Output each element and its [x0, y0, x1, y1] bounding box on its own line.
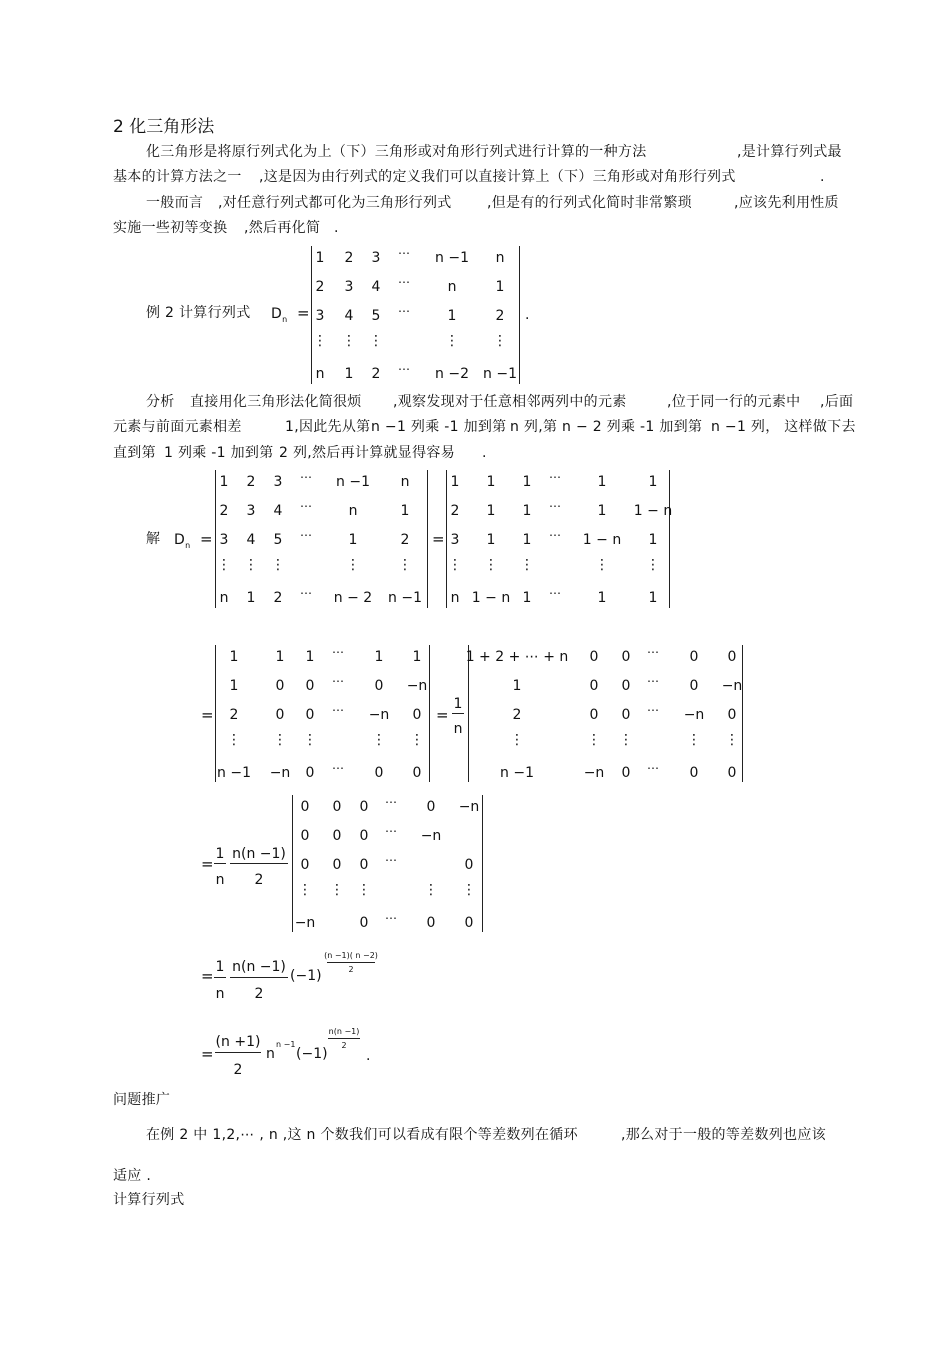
matrix-cell: ⋯ [647, 761, 659, 775]
matrix-cell: n − 2 [333, 590, 373, 606]
matrix-cell: 5 [371, 308, 381, 324]
matrix-cell: 3 [344, 279, 354, 295]
matrix-cell: n [450, 590, 460, 606]
matrix-cell: 2 [400, 532, 410, 548]
matrix-cell: ⋯ [647, 645, 659, 659]
matrix-cell: 2 [450, 503, 460, 519]
matrix-cell: −n [368, 707, 390, 723]
matrix-cell: 4 [246, 532, 256, 548]
matrix-cell: 2 [273, 590, 283, 606]
final-fraction-bar [215, 1052, 261, 1053]
matrix-cell: n [219, 590, 229, 606]
matrix-cell: 1 − n [471, 590, 511, 606]
matrix-cell: ⋮ [424, 882, 438, 898]
matrix-cell: 0 [305, 678, 315, 694]
matrix-cell: −n [683, 707, 705, 723]
step4-frac-a-bar [214, 977, 226, 978]
extension-title: 问题推广 [113, 1092, 171, 1108]
matrix-cell: ⋯ [332, 761, 344, 775]
matrix-cell: 1 [486, 503, 496, 519]
matrix-cell: 1 [229, 678, 239, 694]
step4-frac-b [229, 959, 289, 975]
matrix-cell: ⋯ [647, 703, 659, 717]
matrix-cell: 1 [374, 649, 384, 665]
matrix-cell: 1 [348, 532, 358, 548]
matrix-cell: 3 [273, 474, 283, 490]
final-end-dot: . [366, 1048, 371, 1064]
example-dn-main: D [271, 306, 283, 322]
matrix-cell: 1 [648, 474, 658, 490]
solution-label: 解 [146, 531, 161, 547]
matrix-cell: 1 [486, 474, 496, 490]
matrix-cell: ⋮ [217, 557, 231, 573]
matrix-cell: 0 [359, 799, 369, 815]
matrix-cell: ⋮ [372, 732, 386, 748]
matrix-cell: 0 [374, 765, 384, 781]
example-end-dot: . [525, 307, 530, 323]
para2-line1-c: ,但是有的行列式化简时非常繁琐 [487, 195, 692, 211]
example-dn [271, 306, 288, 324]
matrix-cell: 2 [219, 503, 229, 519]
solution-equals-6: = [201, 967, 214, 985]
step4-frac-b-den: 2 [254, 986, 264, 1002]
matrix-cell: 0 [689, 765, 699, 781]
solution-equals-2: = [432, 530, 445, 548]
matrix-cell: ⋯ [549, 586, 561, 600]
matrix-cell: 0 [689, 678, 699, 694]
matrix-cell: ⋮ [303, 732, 317, 748]
matrix-cell: ⋯ [332, 674, 344, 688]
matrix-cell: 0 [589, 678, 599, 694]
matrix-cell: 4 [344, 308, 354, 324]
extension-para-3: 计算行列式 [113, 1192, 185, 1208]
matrix-cell: −n [458, 799, 480, 815]
matrix-cell: n [315, 366, 325, 382]
matrix-cell: 0 [589, 707, 599, 723]
final-n-power: n −1 [276, 1040, 296, 1049]
matrix-cell: ⋯ [398, 304, 410, 318]
matrix-cell: ⋯ [549, 528, 561, 542]
matrix-cell: ⋯ [332, 645, 344, 659]
fraction-2a-num: 1 [215, 846, 225, 862]
matrix-cell: ⋯ [300, 586, 312, 600]
example-dn-sub: n [282, 315, 288, 324]
solution-determinant-2 [446, 470, 673, 608]
matrix-cell: 0 [426, 799, 436, 815]
analysis-line2-e: n −1 列， 这样做下去 [711, 419, 856, 435]
matrix-cell: 0 [426, 915, 436, 931]
matrix-cell: 0 [300, 799, 310, 815]
matrix-cell: ⋮ [369, 333, 383, 349]
matrix-cell: 1 [486, 532, 496, 548]
matrix-cell: 0 [300, 828, 310, 844]
matrix-cell: 1 [522, 590, 532, 606]
matrix-cell: 1 [597, 503, 607, 519]
solution-determinant-4 [465, 645, 743, 782]
matrix-cell: ⋯ [385, 824, 397, 838]
step4-exponent-num: (n −1)( n −2) [324, 951, 378, 960]
matrix-cell: 3 [219, 532, 229, 548]
matrix-cell: ⋮ [493, 333, 507, 349]
matrix-cell: 1 [648, 590, 658, 606]
solution-dn [174, 532, 191, 550]
step4-frac-b-bar [230, 977, 288, 978]
matrix-cell: 0 [332, 799, 342, 815]
solution-equals-4: = [436, 706, 449, 724]
matrix-cell: 1 + 2 + ⋯ + n [465, 649, 569, 665]
final-fraction-num: (n +1) [215, 1034, 261, 1050]
matrix-cell: 0 [621, 678, 631, 694]
analysis-line1-b: 直接用化三角形法化简很烦 [190, 394, 362, 410]
para2-line1-a: 一般而言 [146, 195, 204, 211]
analysis-line1-a: 分析 [146, 394, 175, 410]
matrix-cell: ⋯ [398, 362, 410, 376]
final-exponent-den: 2 [341, 1041, 347, 1050]
matrix-cell: ⋯ [549, 499, 561, 513]
matrix-cell: n [495, 250, 505, 266]
matrix-cell: ⋮ [271, 557, 285, 573]
extension-para-a: 在例 2 中 1,2,⋯ , n ,这 n 个数我们可以看成有限个等差数列在循环 [146, 1127, 578, 1143]
matrix-cell: 1 [648, 532, 658, 548]
matrix-cell: 5 [273, 532, 283, 548]
matrix-cell: n [348, 503, 358, 519]
matrix-cell: n −1 [336, 474, 370, 490]
fraction-2a-den: n [215, 872, 225, 888]
matrix-cell: 1 [246, 590, 256, 606]
matrix-cell: ⋮ [725, 732, 739, 748]
step4-exponent-den: 2 [348, 965, 354, 974]
matrix-cell: −n [406, 678, 428, 694]
matrix-cell: 1 [522, 532, 532, 548]
fraction-2a-bar [214, 863, 226, 864]
matrix-cell: ⋯ [549, 470, 561, 484]
matrix-cell: 0 [374, 678, 384, 694]
fraction-2b-num: n(n −1) [232, 846, 286, 862]
matrix-cell: 1 − n [582, 532, 622, 548]
section-heading: 2 化三角形法 [113, 117, 215, 137]
matrix-cell: 0 [305, 707, 315, 723]
matrix-cell: n −2 [435, 366, 469, 382]
solution-determinant-3 [215, 645, 430, 782]
matrix-cell: ⋮ [398, 557, 412, 573]
solution-determinant-1 [215, 470, 428, 608]
matrix-cell: 1 [305, 649, 315, 665]
example-label: 例 2 计算行列式 [146, 305, 251, 321]
matrix-cell: ⋮ [330, 882, 344, 898]
matrix-cell: 0 [332, 857, 342, 873]
fraction-1-den-wrap [451, 721, 465, 737]
matrix-cell: 2 [229, 707, 239, 723]
matrix-cell: 1 [522, 474, 532, 490]
fraction-2b-bar [230, 863, 288, 864]
matrix-cell: 3 [450, 532, 460, 548]
analysis-line1-e: ,后面 [820, 394, 854, 410]
para2-line2-c: . [334, 220, 339, 236]
matrix-cell: 0 [621, 707, 631, 723]
matrix-cell: 1 [597, 474, 607, 490]
matrix-cell: n −1 [483, 366, 517, 382]
analysis-line3-c: 2 列,然后再计算就显得容易 [279, 445, 456, 461]
analysis-line3-b: 1 列乘 -1 加到第 [164, 445, 274, 461]
matrix-cell: 0 [727, 707, 737, 723]
matrix-cell: ⋮ [273, 732, 287, 748]
matrix-cell: ⋯ [385, 911, 397, 925]
matrix-cell: ⋮ [342, 333, 356, 349]
matrix-cell: ⋮ [520, 557, 534, 573]
matrix-cell: ⋮ [227, 732, 241, 748]
matrix-cell: 0 [305, 765, 315, 781]
matrix-cell: ⋮ [244, 557, 258, 573]
matrix-cell: 1 [597, 590, 607, 606]
matrix-cell: 1 − n [633, 503, 673, 519]
matrix-cell: n [447, 279, 457, 295]
matrix-cell: ⋮ [646, 557, 660, 573]
matrix-cell: 2 [344, 250, 354, 266]
matrix-cell: n −1 [388, 590, 422, 606]
matrix-cell: ⋯ [385, 853, 397, 867]
matrix-cell: 0 [621, 765, 631, 781]
solution-equals-1: = [200, 530, 213, 548]
fraction-2b-den: 2 [254, 872, 264, 888]
matrix-cell: 4 [273, 503, 283, 519]
para1-line1-a: 化三角形是将原行列式化为上（下）三角形或对角形行列式进行计算的一种方法 [146, 144, 647, 160]
matrix-cell: ⋮ [410, 732, 424, 748]
matrix-cell: ⋮ [595, 557, 609, 573]
matrix-cell: ⋮ [357, 882, 371, 898]
matrix-cell: 1 [219, 474, 229, 490]
matrix-cell: 0 [727, 765, 737, 781]
matrix-cell: 3 [315, 308, 325, 324]
analysis-line2-b: 1,因此先从第 [285, 419, 371, 435]
matrix-cell: 0 [464, 915, 474, 931]
solution-equals-5: = [201, 855, 214, 873]
matrix-cell: 0 [300, 857, 310, 873]
solution-fraction-2a [213, 846, 227, 862]
matrix-cell: 2 [371, 366, 381, 382]
matrix-cell: ⋯ [398, 275, 410, 289]
solution-determinant-5 [292, 795, 483, 932]
matrix-cell: ⋯ [332, 703, 344, 717]
final-n: n [266, 1046, 275, 1062]
para2-line1-d: ,应该先利用性质 [734, 195, 839, 211]
matrix-cell: 2 [315, 279, 325, 295]
matrix-cell: −n [721, 678, 743, 694]
matrix-cell: 0 [621, 649, 631, 665]
analysis-line3-a: 直到第 [113, 445, 156, 461]
analysis-line3-d: . [482, 445, 487, 461]
para1-line2-b: ,这是因为由行列式的定义我们可以直接计算上（下）三角形或对角形行列式 [259, 169, 736, 185]
matrix-cell: n −1 [217, 765, 251, 781]
matrix-cell: n [400, 474, 410, 490]
matrix-cell: ⋮ [462, 882, 476, 898]
matrix-cell: 1 [512, 678, 522, 694]
matrix-cell: 4 [371, 279, 381, 295]
matrix-cell: 0 [589, 649, 599, 665]
matrix-cell: 2 [512, 707, 522, 723]
matrix-cell: ⋮ [445, 333, 459, 349]
matrix-cell: 0 [412, 707, 422, 723]
matrix-cell: 1 [447, 308, 457, 324]
step4-frac-b-den-wrap [229, 986, 289, 1002]
matrix-cell: ⋯ [300, 470, 312, 484]
matrix-cell: 1 [450, 474, 460, 490]
matrix-cell: 1 [315, 250, 325, 266]
matrix-cell: 0 [412, 765, 422, 781]
analysis-line2-d: n 列,第 n − 2 列乘 -1 加到第 [510, 419, 703, 435]
matrix-cell: 1 [275, 649, 285, 665]
matrix-cell: n −1 [435, 250, 469, 266]
matrix-cell: 0 [359, 828, 369, 844]
fraction-1-den: n [453, 721, 463, 737]
matrix-cell: ⋯ [300, 528, 312, 542]
solution-equals-7: = [201, 1045, 214, 1063]
analysis-line1-c: ,观察发现对于任意相邻两列中的元素 [393, 394, 627, 410]
matrix-cell: −n [420, 828, 442, 844]
fraction-2b-den-wrap [229, 872, 289, 888]
matrix-cell: 0 [727, 649, 737, 665]
matrix-cell: 0 [464, 857, 474, 873]
matrix-cell: 0 [275, 707, 285, 723]
step4-frac-b-num: n(n −1) [232, 959, 286, 975]
matrix-cell: ⋯ [647, 674, 659, 688]
solution-equals-3: = [201, 706, 214, 724]
para1-line1-b: ,是计算行列式最 [737, 144, 842, 160]
final-minus-one: (−1) [296, 1046, 328, 1062]
matrix-cell: 0 [275, 678, 285, 694]
matrix-cell: n −1 [500, 765, 534, 781]
matrix-cell: 1 [495, 279, 505, 295]
matrix-cell: ⋯ [300, 499, 312, 513]
final-exponent-num: n(n −1) [328, 1027, 360, 1036]
matrix-cell: −n [583, 765, 605, 781]
para2-line2-b: ,然后再化简 [244, 220, 321, 236]
matrix-cell: 3 [246, 503, 256, 519]
matrix-cell: 1 [344, 366, 354, 382]
matrix-cell: 1 [229, 649, 239, 665]
matrix-cell: 0 [332, 828, 342, 844]
matrix-cell: 3 [371, 250, 381, 266]
fraction-1-num: 1 [453, 696, 463, 712]
extension-para-b: ,那么对于一般的等差数列也应该 [621, 1127, 826, 1143]
solution-dn-sub: n [185, 541, 191, 550]
matrix-cell: 1 [400, 503, 410, 519]
matrix-cell: ⋮ [587, 732, 601, 748]
example-equals: = [297, 304, 310, 322]
example-determinant [311, 246, 520, 384]
para1-line2-c: . [820, 169, 825, 185]
step4-frac-a-den-wrap [213, 986, 227, 1002]
matrix-cell: ⋮ [484, 557, 498, 573]
para1-line2-a: 基本的计算方法之一 [113, 169, 242, 185]
matrix-cell: 1 [522, 503, 532, 519]
final-fraction [214, 1034, 262, 1050]
para2-line2-a: 实施一些初等变换 [113, 220, 228, 236]
final-exponent-bar [328, 1038, 360, 1039]
solution-fraction-2b [229, 846, 289, 862]
matrix-cell: 2 [246, 474, 256, 490]
matrix-cell: 2 [495, 308, 505, 324]
matrix-cell: ⋮ [687, 732, 701, 748]
step4-exponent-bar [327, 962, 375, 963]
matrix-cell: 0 [359, 857, 369, 873]
matrix-cell: −n [269, 765, 291, 781]
step4-frac-a-num: 1 [215, 959, 225, 975]
matrix-cell: ⋮ [298, 882, 312, 898]
matrix-cell: ⋮ [448, 557, 462, 573]
analysis-line2-c: n −1 列乘 -1 加到第 [371, 419, 507, 435]
fraction-2a-den-wrap [213, 872, 227, 888]
matrix-cell: 0 [359, 915, 369, 931]
solution-fraction-1 [451, 696, 465, 712]
matrix-cell: ⋮ [313, 333, 327, 349]
matrix-cell: ⋮ [346, 557, 360, 573]
step4-minus-one: (−1) [290, 968, 322, 984]
analysis-line1-d: ,位于同一行的元素中 [667, 394, 801, 410]
matrix-cell: 0 [689, 649, 699, 665]
matrix-cell: ⋮ [510, 732, 524, 748]
final-fraction-den: 2 [233, 1062, 243, 1078]
step4-frac-a-den: n [215, 986, 225, 1002]
matrix-cell: −n [294, 915, 316, 931]
matrix-cell: ⋯ [398, 246, 410, 260]
matrix-cell: ⋮ [619, 732, 633, 748]
matrix-cell: 1 [412, 649, 422, 665]
fraction-1-bar [452, 713, 464, 714]
extension-para-2: 适应 . [113, 1168, 152, 1184]
matrix-cell: ⋯ [385, 795, 397, 809]
analysis-line2-a: 元素与前面元素相差 [113, 419, 242, 435]
final-fraction-den-wrap [214, 1062, 262, 1078]
para2-line1-b: ,对任意行列式都可化为三角形行列式 [218, 195, 452, 211]
solution-dn-main: D [174, 532, 186, 548]
step4-frac-a [213, 959, 227, 975]
